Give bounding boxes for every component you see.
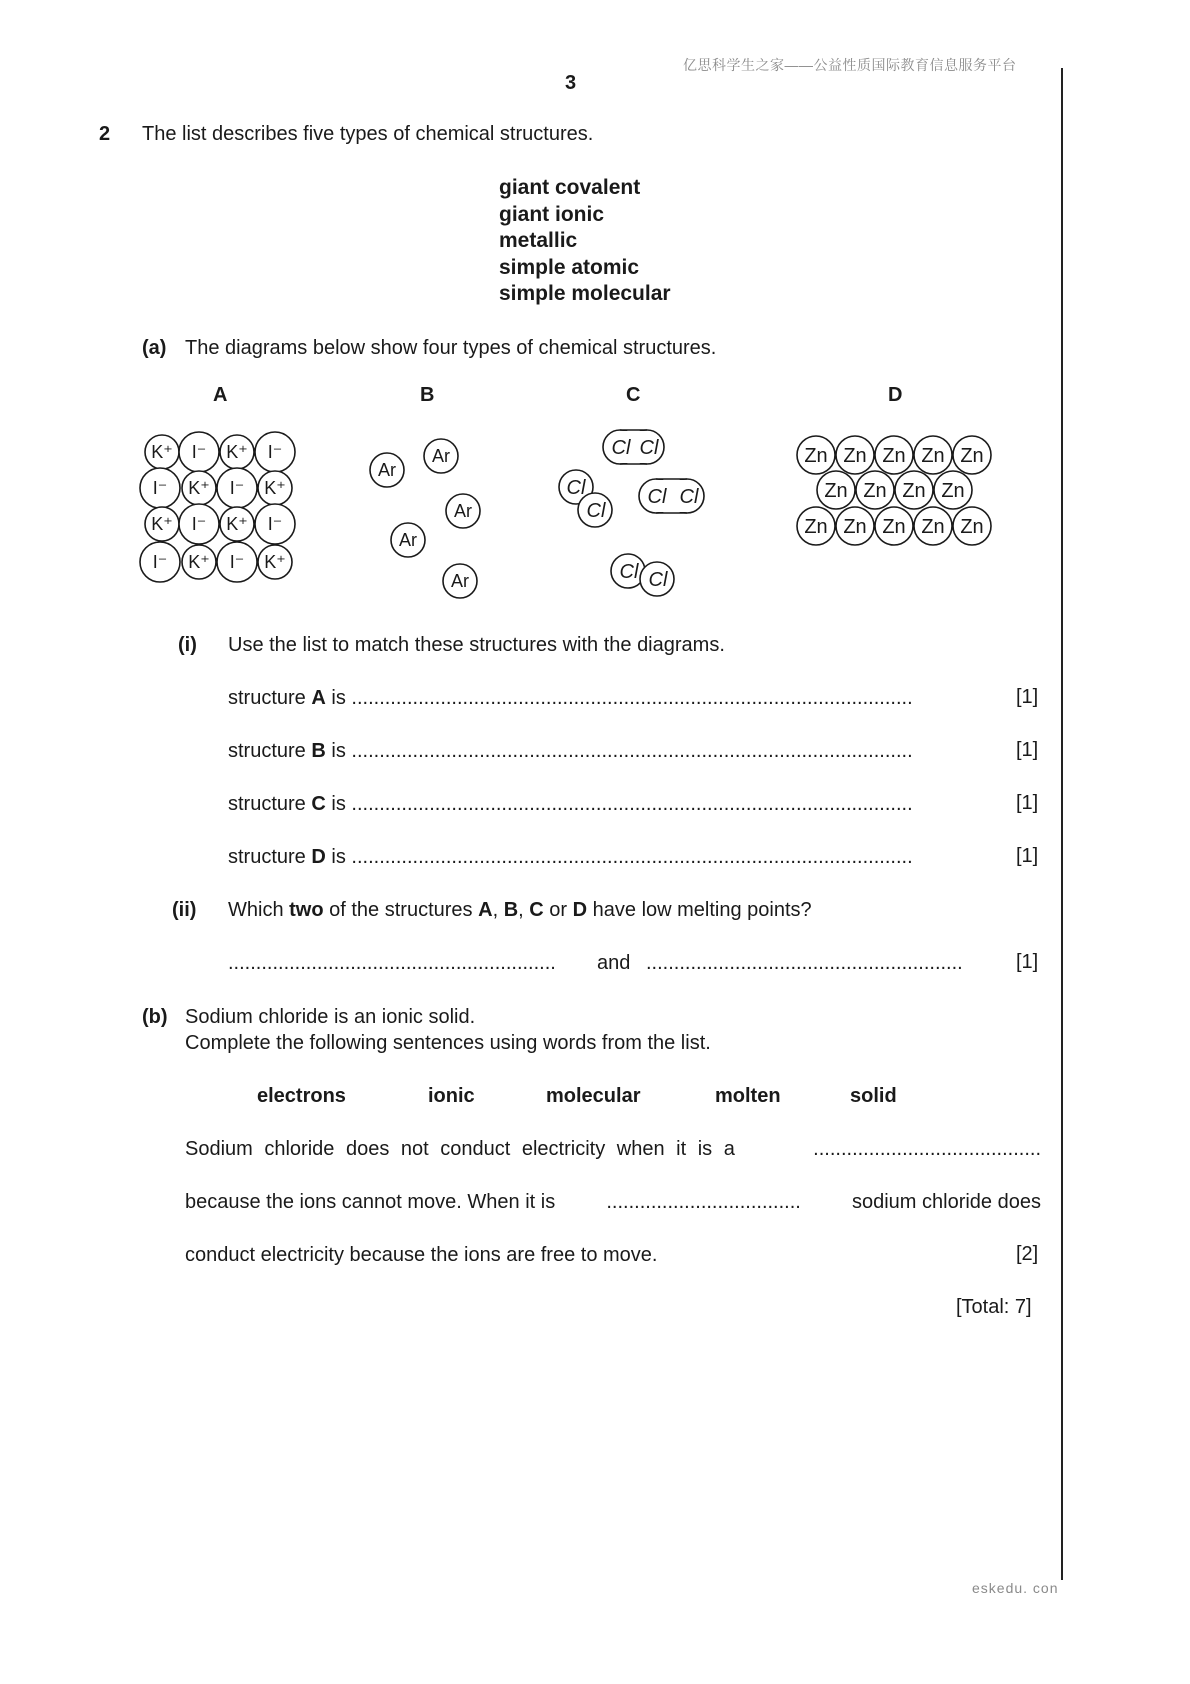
answer-dotted-line[interactable]: ..................................................................................................... xyxy=(351,740,913,762)
svg-text:Zn: Zn xyxy=(941,480,965,502)
structure-mark: [1] xyxy=(1016,739,1039,761)
chlorine-molecule xyxy=(559,470,612,527)
structure-type-list xyxy=(499,175,671,308)
iodide-ion xyxy=(140,468,180,508)
svg-text:Zn: Zn xyxy=(882,445,906,467)
svg-text:Zn: Zn xyxy=(804,516,828,538)
svg-text:Cl: Cl xyxy=(639,437,659,459)
sub-ii-and: and xyxy=(597,952,631,974)
page-number: 3 xyxy=(565,72,577,94)
svg-text:Zn: Zn xyxy=(843,516,867,538)
footer-watermark: eskedu. con xyxy=(972,1580,1059,1596)
diagram-d-label: D xyxy=(888,384,903,406)
zinc-atom xyxy=(817,471,855,509)
part-b-line2: Complete the following sentences using words from the list. xyxy=(185,1032,711,1054)
iodide-ion xyxy=(217,542,257,582)
svg-text:I⁻: I⁻ xyxy=(191,514,207,534)
iodide-ion xyxy=(140,542,180,582)
svg-text:I⁻: I⁻ xyxy=(152,478,168,498)
zinc-atom xyxy=(934,471,972,509)
svg-text:Ar: Ar xyxy=(451,571,469,591)
svg-text:Zn: Zn xyxy=(863,480,887,502)
iodide-ion xyxy=(255,504,295,544)
chlorine-molecule xyxy=(611,554,674,596)
argon-atom xyxy=(391,523,425,557)
argon-atom xyxy=(443,564,477,598)
structure-row-b: structure B is ..................................................................................................... xyxy=(228,740,913,762)
svg-text:Zn: Zn xyxy=(882,516,906,538)
diagram-d-zinc-lattice xyxy=(790,430,1010,555)
potassium-ion xyxy=(258,471,292,505)
potassium-ion xyxy=(145,435,179,469)
zinc-atom xyxy=(953,436,991,474)
sub-ii-question: Which two of the structures A, B, C or D have low melting points? xyxy=(228,899,812,921)
total-marks: [Total: 7] xyxy=(956,1296,1032,1318)
svg-text:K⁺: K⁺ xyxy=(188,478,210,498)
sentence-3: conduct electricity because the ions are free to move. xyxy=(185,1244,658,1266)
word-ionic: ionic xyxy=(428,1085,475,1107)
diagram-c-label: C xyxy=(626,384,641,406)
potassium-ion xyxy=(145,507,179,541)
diagram-a-ionic-lattice xyxy=(130,425,305,585)
svg-text:Cl: Cl xyxy=(679,486,699,508)
zinc-atom xyxy=(914,436,952,474)
svg-text:Cl: Cl xyxy=(611,437,631,459)
sub-ii-answer-line-2[interactable]: ......................................................... xyxy=(646,952,963,974)
watermark-text: 亿思科学生之家——公益性质国际教育信息服务平台 xyxy=(683,57,1017,73)
zinc-atom xyxy=(797,507,835,545)
answer-dotted-line[interactable]: ..................................................................................................... xyxy=(351,793,913,815)
sentence-1: Sodium chloride does not conduct electricity when it is a ......................................... xyxy=(185,1138,1041,1160)
margin-rule xyxy=(1061,68,1063,1580)
svg-text:K⁺: K⁺ xyxy=(226,442,248,462)
potassium-ion xyxy=(220,507,254,541)
svg-text:Ar: Ar xyxy=(399,530,417,550)
svg-text:Zn: Zn xyxy=(804,445,828,467)
part-a-label: (a) xyxy=(142,337,167,359)
potassium-ion xyxy=(182,471,216,505)
zinc-atom xyxy=(875,507,913,545)
iodide-ion xyxy=(255,432,295,472)
sub-i-text: Use the list to match these structures with the diagrams. xyxy=(228,634,725,656)
zinc-atom xyxy=(836,436,874,474)
argon-atom xyxy=(446,494,480,528)
argon-atom xyxy=(370,453,404,487)
part-b-mark: [2] xyxy=(1016,1243,1039,1265)
blank-1[interactable]: ......................................... xyxy=(813,1138,1041,1160)
diagram-b-label: B xyxy=(420,384,435,406)
structure-mark: [1] xyxy=(1016,845,1039,867)
svg-text:K⁺: K⁺ xyxy=(264,552,286,572)
answer-dotted-line[interactable]: ..................................................................................................... xyxy=(351,846,913,868)
question-intro: The list describes five types of chemical structures. xyxy=(142,123,594,145)
list-item: simple atomic xyxy=(499,255,640,279)
word-molten: molten xyxy=(715,1085,781,1107)
list-item: simple molecular xyxy=(499,282,671,305)
sub-ii-mark: [1] xyxy=(1016,951,1039,973)
sub-ii-label: (ii) xyxy=(172,899,197,921)
structure-row-c: structure C is ..................................................................................................... xyxy=(228,793,913,815)
structure-row-a: structure A is ..................................................................................................... xyxy=(228,687,913,709)
diagram-a-label: A xyxy=(213,384,228,406)
word-molecular: molecular xyxy=(546,1085,641,1107)
svg-text:Cl: Cl xyxy=(566,477,586,499)
blank-2[interactable]: ................................... xyxy=(606,1191,801,1213)
list-item: metallic xyxy=(499,229,578,252)
iodide-ion xyxy=(179,432,219,472)
chlorine-molecule xyxy=(603,430,664,464)
svg-text:Cl: Cl xyxy=(619,561,639,583)
diagram-c-chlorine-molecules xyxy=(550,425,725,605)
part-b-line1: Sodium chloride is an ionic solid. xyxy=(185,1006,476,1028)
iodide-ion xyxy=(179,504,219,544)
svg-text:K⁺: K⁺ xyxy=(151,514,173,534)
svg-text:Zn: Zn xyxy=(960,445,984,467)
structure-row-d: structure D is ..................................................................................................... xyxy=(228,846,913,868)
svg-text:Zn: Zn xyxy=(921,516,945,538)
svg-text:Ar: Ar xyxy=(432,446,450,466)
svg-text:Cl: Cl xyxy=(647,486,667,508)
svg-text:Zn: Zn xyxy=(960,516,984,538)
svg-text:Cl: Cl xyxy=(586,500,606,522)
argon-atom xyxy=(424,439,458,473)
list-item: giant covalent xyxy=(499,176,641,199)
svg-text:Ar: Ar xyxy=(454,501,472,521)
sentence-2: because the ions cannot move. When it is ................................... sodium chloride does xyxy=(185,1191,1041,1213)
zinc-atom xyxy=(856,471,894,509)
zinc-atom xyxy=(836,507,874,545)
word-electrons: electrons xyxy=(257,1085,346,1107)
part-b-label: (b) xyxy=(142,1006,168,1028)
svg-text:K⁺: K⁺ xyxy=(151,442,173,462)
zinc-atom xyxy=(875,436,913,474)
answer-dotted-line[interactable]: ..................................................................................................... xyxy=(351,687,913,709)
svg-text:I⁻: I⁻ xyxy=(267,442,283,462)
svg-text:Zn: Zn xyxy=(902,480,926,502)
diagram-b-argon-atoms xyxy=(360,430,490,600)
svg-text:Zn: Zn xyxy=(843,445,867,467)
potassium-ion xyxy=(182,545,216,579)
iodide-ion xyxy=(217,468,257,508)
svg-text:I⁻: I⁻ xyxy=(267,514,283,534)
svg-text:K⁺: K⁺ xyxy=(264,478,286,498)
svg-text:I⁻: I⁻ xyxy=(229,478,245,498)
svg-text:K⁺: K⁺ xyxy=(188,552,210,572)
svg-text:Ar: Ar xyxy=(378,460,396,480)
zinc-atom xyxy=(914,507,952,545)
zinc-atom xyxy=(797,436,835,474)
svg-text:Cl: Cl xyxy=(648,569,668,591)
svg-text:I⁻: I⁻ xyxy=(229,552,245,572)
potassium-ion xyxy=(220,435,254,469)
structure-mark: [1] xyxy=(1016,792,1039,814)
zinc-atom xyxy=(895,471,933,509)
zinc-atom xyxy=(953,507,991,545)
svg-text:I⁻: I⁻ xyxy=(191,442,207,462)
sub-i-label: (i) xyxy=(178,634,197,656)
word-solid: solid xyxy=(850,1085,897,1107)
structure-mark: [1] xyxy=(1016,686,1039,708)
svg-text:Zn: Zn xyxy=(921,445,945,467)
list-item: giant ionic xyxy=(499,202,604,226)
svg-text:Zn: Zn xyxy=(824,480,848,502)
chlorine-molecule xyxy=(639,479,704,513)
question-number: 2 xyxy=(99,123,111,145)
sub-ii-answer-line-1[interactable]: ........................................................... xyxy=(228,952,556,974)
part-a-text: The diagrams below show four types of chemical structures. xyxy=(185,337,717,359)
potassium-ion xyxy=(258,545,292,579)
svg-text:I⁻: I⁻ xyxy=(152,552,168,572)
svg-text:K⁺: K⁺ xyxy=(226,514,248,534)
